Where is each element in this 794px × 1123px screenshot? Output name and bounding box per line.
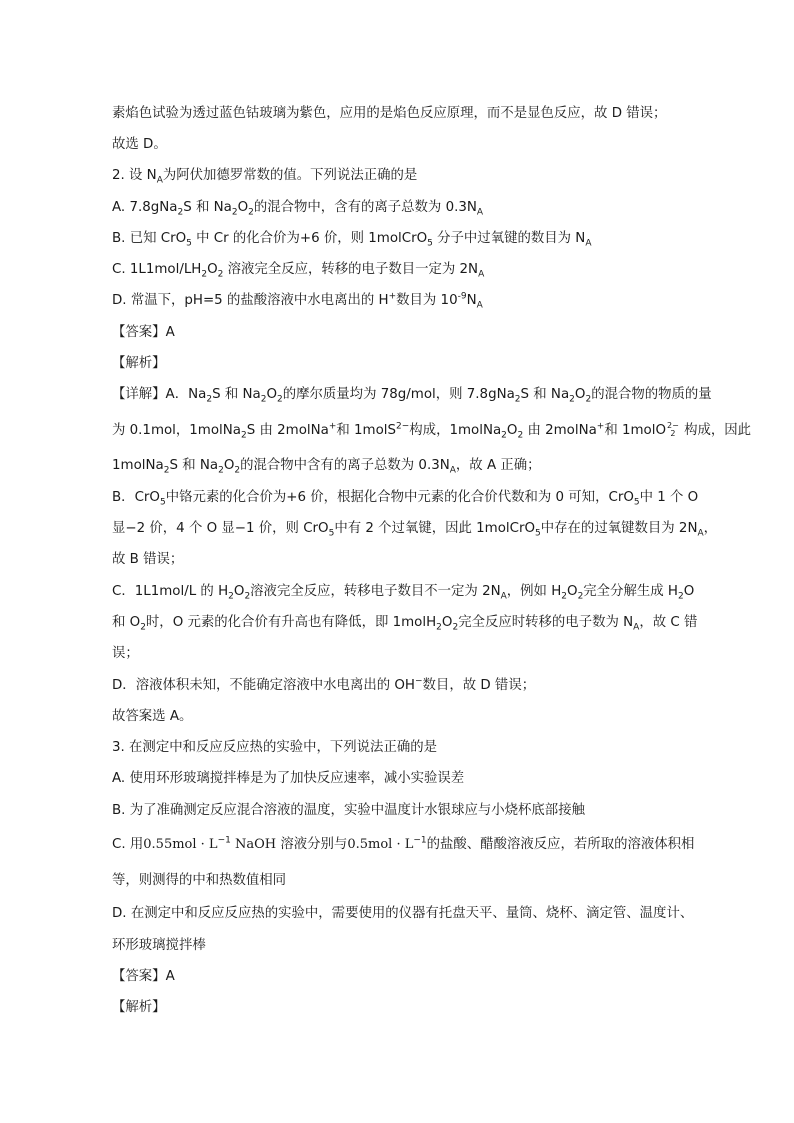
detail-line: 误；: [112, 646, 139, 661]
question-2-option-d: D. 常温下，pH=5 的盐酸溶液中水电离出的 H+数目为 $10^{-9}N_A$: [112, 291, 483, 311]
detail-line: 显−2 价，4 个 O 显−1 价，则 CrO$_5$中有 2 个过氧键，因此 1molCrO$_5$中存在的过氧键数目为 $2N_A$，: [112, 521, 718, 539]
detail-line: 故答案选 A。: [112, 709, 193, 724]
answer-line: 【答案】A: [112, 969, 175, 984]
detail-line: 为 0.1mol，1molNa$_2$S 由 2molNa+和 1molS$^{2-}$构成，$1molNa_2O_2$ 由 2molNa+和 1molO 2− 2 构成，因此: [112, 421, 752, 441]
detail-line: C．1L1mol/L 的 $H_2O_2$溶液完全反应，转移电子数目不一定为 $2N_A$，例如 $H_2O_2$完全分解生成 $H_2O$: [112, 584, 695, 602]
question-2-option-c: C. $1L1mol/LH_2O_2$ 溶液完全反应，转移的电子数目一定为 $2N_A$: [112, 262, 485, 280]
text-line: 素焰色试验为透过蓝色钴玻璃为紫色，应用的是焰色反应原理，而不是显色反应，故 D 错误；: [112, 106, 667, 121]
question-3-option-d-cont: 环形玻璃搅拌棒: [112, 938, 206, 953]
detail-line: 故 B 错误；: [112, 552, 184, 567]
answer-line: 【答案】A: [112, 325, 175, 340]
detail-line: D．溶液体积未知，不能确定溶液中水电离出的 OH−数目，故 D 错误；: [112, 676, 536, 693]
question-2-option-a: A. 7.8gNa$_2$S 和 $Na_2O_2$的混合物中，含有的离子总数为 $0.3N_A$: [112, 200, 484, 218]
question-3-option-b: B. 为了准确测定反应混合溶液的温度，实验中温度计水银球应与小烧杯底部接触: [112, 803, 585, 818]
question-2-option-b: B. 已知 CrO$_5$ 中 Cr 的化合价为+6 价，则 1molCrO$_5$ 分子中过氧键的数目为 $N_A$: [112, 231, 592, 249]
charge-fraction: 2− 2: [667, 421, 679, 438]
question-3-option-a: A. 使用环形玻璃搅拌棒是为了加快反应速率，减小实验误差: [112, 771, 465, 786]
text-line: 故选 D。: [112, 137, 167, 152]
question-3-stem: 3. 在测定中和反应反应热的实验中，下列说法正确的是: [112, 740, 438, 755]
question-3-option-c: C. 用$0.55mol \cdot L^{-1}$ NaOH 溶液分别与$0.5mol \cdot L^{-1}$的盐酸、醋酸溶液反应，若所取的溶液体积相: [112, 835, 695, 852]
detail-line: 【详解】A．$Na_2S$ 和 $Na_2O_2$的摩尔质量均为 78g/mol，则 7.8gNa$_2$S 和 $Na_2O_2$的混合物的物质的量: [112, 387, 712, 405]
detail-line: 1molNa$_2$S 和 $Na_2O_2$的混合物中含有的离子总数为 $0.3N_A$，故 A 正确；: [112, 458, 541, 476]
detail-line: 和 $O_2$时，O 元素的化合价有升高也有降低，即 $1molH_2O_2$完全反应时转移的电子数为 $N_A$，故 C 错: [112, 615, 698, 633]
analysis-label: 【解析】: [112, 356, 166, 371]
question-3-option-d: D. 在测定中和反应反应热的实验中，需要使用的仪器有托盘天平、量筒、烧杯、滴定管、温度计、: [112, 906, 694, 921]
analysis-label: 【解析】: [112, 1000, 166, 1015]
question-3-option-c-cont: 等，则测得的中和热数值相同: [112, 873, 287, 888]
detail-line: B．CrO$_5$中铬元素的化合价为+6 价，根据化合物中元素的化合价代数和为 0 可知，CrO$_5$中 1 个 O: [112, 490, 699, 508]
question-2-stem: 2. 设 $N_A$为阿伏加德罗常数的值。下列说法正确的是: [112, 168, 418, 186]
